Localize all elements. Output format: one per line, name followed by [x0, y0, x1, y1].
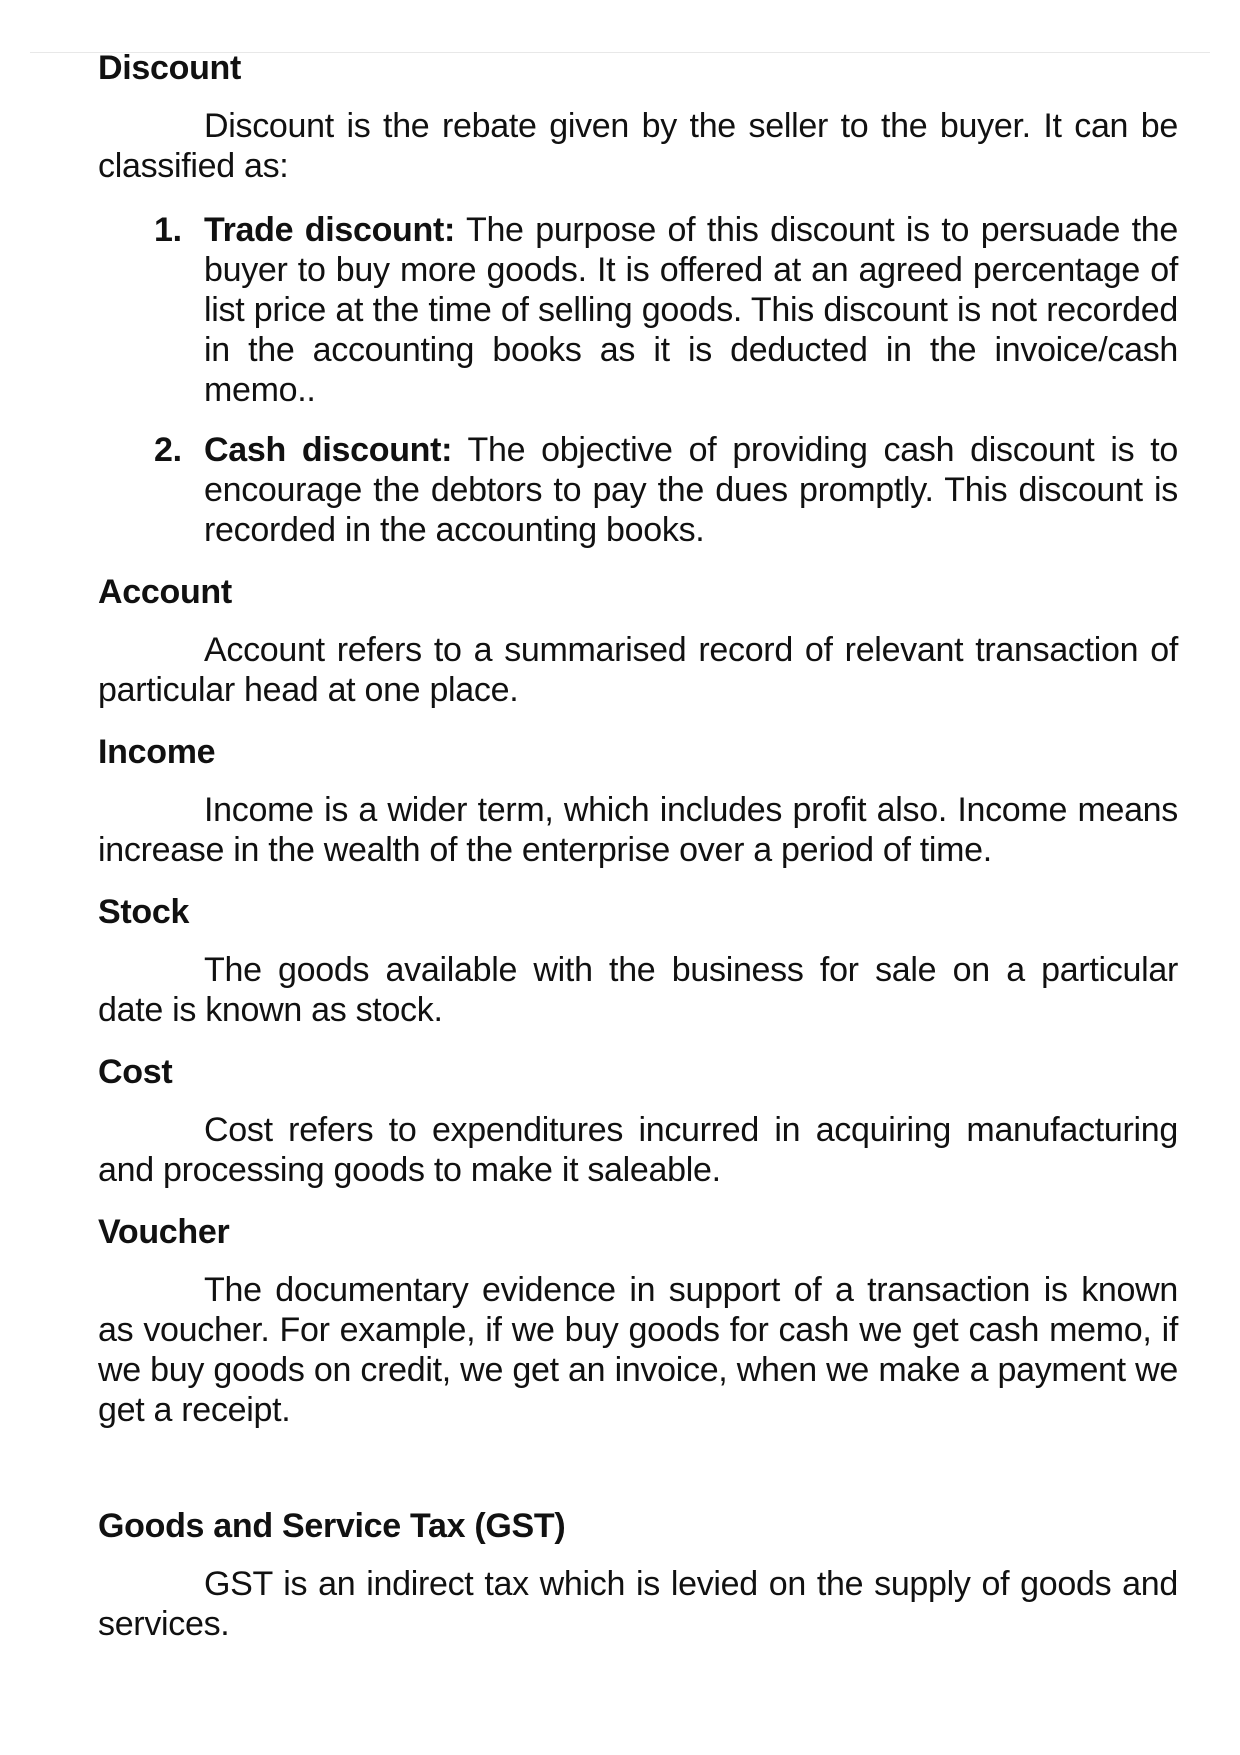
term-description: The objective of providing cash discount is to encourage the debtors to pay the dues promptly. This discount is recorded in the accounting books. — [204, 431, 1178, 549]
section-account — [98, 572, 1178, 710]
section-body: Account refers to a summarised record of relevant transaction of particular head at one place. — [98, 631, 1178, 709]
section-cost — [98, 1052, 1178, 1190]
term-label: Cash discount: — [204, 431, 453, 469]
section-heading: Goods and Service Tax (GST) — [98, 1507, 566, 1545]
list-number: 2. — [154, 431, 182, 469]
section-body: The goods available with the business for sale on a particular date is known as stock. — [98, 951, 1178, 1029]
section-income — [98, 732, 1178, 870]
list-item — [98, 210, 1178, 410]
section-body: GST is an indirect tax which is levied on the supply of goods and services. — [98, 1565, 1178, 1643]
section-voucher — [98, 1212, 1178, 1430]
term-description: The purpose of this discount is to persuade the buyer to buy more goods. It is offered at an agreed percentage of list price at the time of selling goods. This discount is not recorded in the accounting books as it is deducted in the invoice/cash memo.. — [204, 211, 1178, 409]
term-label: Trade discount: — [204, 211, 456, 249]
section-body: Income is a wider term, which includes profit also. Income means increase in the wealth of the enterprise over a period of time. — [98, 791, 1178, 869]
section-heading: Discount — [98, 49, 242, 87]
section-heading: Income — [98, 733, 216, 771]
section-body: The documentary evidence in support of a transaction is known as voucher. For example, if we buy goods for cash we get cash memo, if we buy goods on credit, we get an invoice, when we make a payment we get a receipt. — [98, 1271, 1178, 1429]
discount-types-list — [98, 210, 1178, 550]
document-page — [98, 48, 1178, 1666]
section-body: Discount is the rebate given by the seller to the buyer. It can be classified as: — [98, 107, 1178, 185]
section-heading: Account — [98, 573, 232, 611]
section-heading: Voucher — [98, 1213, 230, 1251]
list-number: 1. — [154, 211, 182, 249]
section-heading: Cost — [98, 1053, 173, 1091]
section-discount — [98, 48, 1178, 550]
section-heading: Stock — [98, 893, 190, 931]
section-body: Cost refers to expenditures incurred in acquiring manufacturing and processing goods to make it saleable. — [98, 1111, 1178, 1189]
section-stock — [98, 892, 1178, 1030]
section-spacer — [98, 1452, 1178, 1506]
section-gst — [98, 1506, 1178, 1644]
list-item — [98, 430, 1178, 550]
